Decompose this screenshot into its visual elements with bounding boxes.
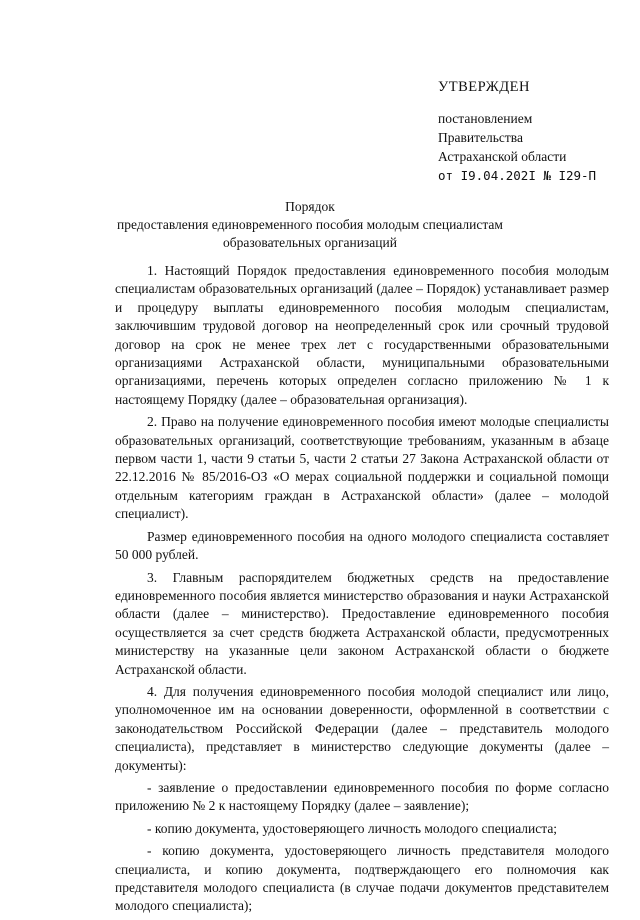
- approval-date-line: [438, 166, 628, 185]
- paragraph-2: 2. Право на получение единовременного пособия имеют молодые специалисты образовательных организаций, соответствующие требованиям, указанным в абзаце первом части 1, части 9 статьи 5, части 2 статьи 27 Закона Астраханской области от 22.12.2016 № 85/2016-ОЗ «О мерах социальной поддержки и социальной помощи отдельным категориям граждан в Астраханской области» (далее – молодой специалист).: [115, 414, 609, 522]
- title-line-1: Порядок: [285, 199, 335, 214]
- paragraph-3: 3. Главным распорядителем бюджетных средств на предоставление единовременного пособия является министерство образования и науки Астраханской области (далее – министерство). Предоставление единовременного пособия осуществляется за счет средств бюджета Астраханской области, предусмотренных министерству на указанные цели законом Астраханской области о бюджете Астраханской области.: [115, 569, 609, 677]
- paragraph-4: 4. Для получения единовременного пособия молодой специалист или лицо, уполномоченное им на основании доверенности, оформленной в соответствии с законодательством Российской Федерации (далее – представитель молодого специалиста), представляет в министерство следующие документы (далее – документы):: [115, 683, 609, 773]
- document-body: [115, 262, 609, 920]
- approval-date-prefix: от: [438, 168, 454, 183]
- paragraph-1: 1. Настоящий Порядок предоставления единовременного пособия молодым специалистам образовательных организаций (далее – Порядок) устанавливает размер и процедуру выплаты единовременного пособия молодым специалистам, заключившим трудовой договор на неопределенный срок или срочный трудовой договор на срок не менее трех лет с государственными образовательными организациями Астраханской области, муниципальными образовательными организациями, перечень которых определен согласно приложению № 1 к настоящему Порядку (далее – образовательная организация).: [115, 263, 609, 407]
- approval-stamp: [438, 78, 628, 185]
- approval-line-2: Правительства: [438, 130, 523, 145]
- approval-date: I9.04.202I: [460, 168, 536, 183]
- approval-number: I29-П: [558, 168, 597, 183]
- title-line-2: предоставления единовременного пособия молодым специалистам: [117, 217, 503, 232]
- title-line-3: образовательных организаций: [223, 235, 397, 250]
- approval-number-sign: №: [543, 168, 551, 183]
- approval-heading: УТВЕРЖДЕН: [438, 79, 530, 95]
- document-title: [100, 198, 520, 252]
- list-item-representative-copy: - копию документа, удостоверяющего личность представителя молодого специалиста, и копию документа, подтверждающего его полномочия как представителя молодого специалиста (в случае подачи документов представителем молодого специалиста);: [115, 843, 609, 914]
- approval-line-3: Астраханской области: [438, 149, 567, 164]
- paragraph-amount: Размер единовременного пособия на одного молодого специалиста составляет 50 000 рублей.: [115, 528, 609, 563]
- list-item-id-copy: - копию документа, удостоверяющего личность молодого специалиста;: [147, 820, 558, 836]
- approval-line-1: постановлением: [438, 111, 533, 126]
- list-item-application: - заявление о предоставлении единовременного пособия по форме согласно приложению № 2 к настоящему Порядку (далее – заявление);: [115, 779, 609, 814]
